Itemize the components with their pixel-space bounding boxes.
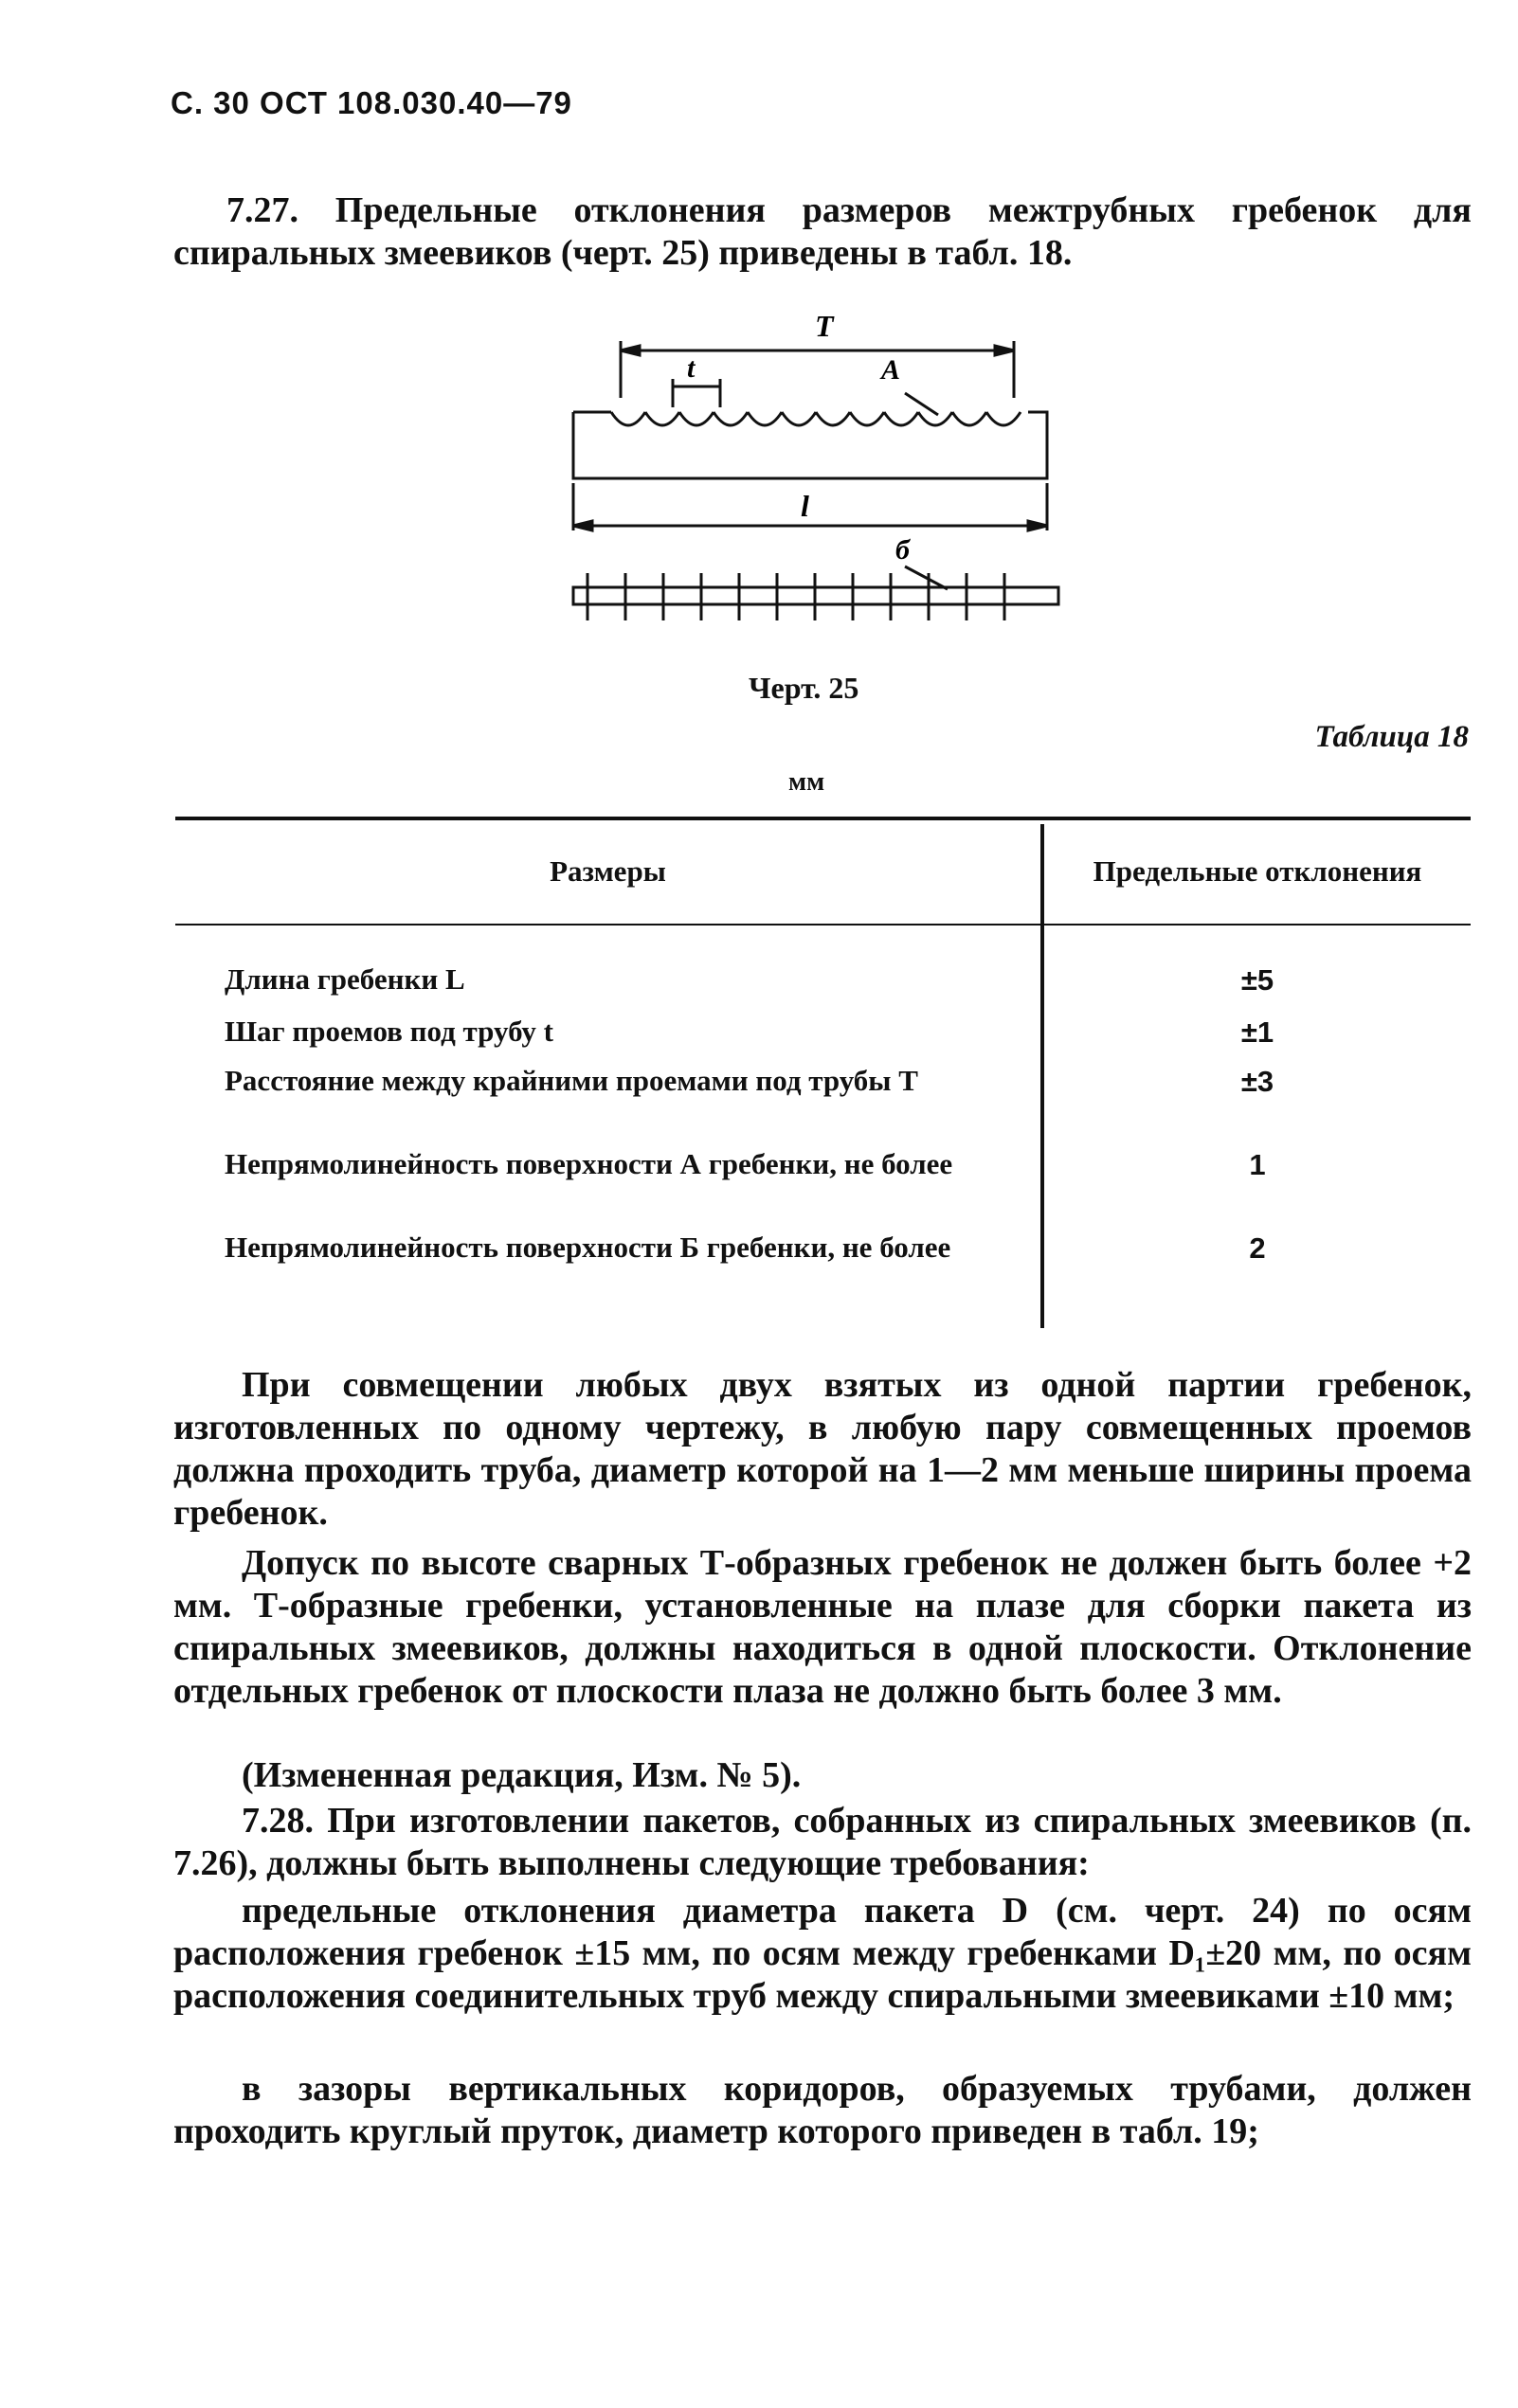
row-value: ±5 (1240, 963, 1274, 997)
row-name: Непрямолинейность поверхности Б гребенки, не более (225, 1231, 951, 1264)
paragraph-7-27: 7.27. Предельные отклонения размеров межтрубных гребенок для спиральных змеевиков (черт. 25) приведены в табл. 18. (173, 190, 1472, 273)
row-value: ±3 (1240, 1065, 1274, 1098)
row-name: Расстояние между крайними проемами под трубы T (225, 1064, 918, 1097)
paragraph-combining: При совмещении любых двух взятых из одной партии гребенок, изготовленных по одному чертежу, в любую пару совмещенных проемов должна проходить труба, диаметр которой на 1—2 мм меньше ширины проема гребенок. (173, 1365, 1472, 1533)
page-header: С. 30 ОСТ 108.030.40—79 (171, 85, 572, 120)
table-unit: мм (788, 767, 825, 797)
paragraph-tolerance: Допуск по высоте сварных Т-образных гребенок не должен быть более +2 мм. Т-образные гребенки, установленные на плазе для сборки пакета из спиральных змеевиков, должны находиться в одной плоскости. Отклонение отдельных гребенок от плоскости плаза не должно быть более 3 мм. (173, 1543, 1472, 1711)
figure-caption: Черт. 25 (749, 671, 859, 705)
paragraph-deviations: предельные отклонения диаметра пакета D (см. черт. 24) по осям расположения гребенок ±15 мм, по осям между гребенками D₁±20 мм, по осям расположения соединительных труб между спиральными змеевиками ±10 мм; (173, 1891, 1472, 2016)
row-value: 1 (1249, 1148, 1266, 1181)
label-t: t (687, 352, 696, 384)
table-header-rule (175, 924, 1471, 925)
label-b: б (895, 534, 910, 566)
row-name: Длина гребенки L (225, 962, 465, 996)
label-T: T (815, 309, 834, 343)
row-value: 2 (1249, 1231, 1266, 1265)
table-top-rule (175, 817, 1471, 820)
table-header-deviations: Предельные отклонения (1093, 854, 1422, 888)
row-value: ±1 (1240, 1015, 1274, 1049)
paragraph-gaps: в зазоры вертикальных коридоров, образуемых трубами, должен проходить круглый пруток, диаметр которого приведен в табл. 19; (173, 2069, 1472, 2151)
comb-drawing (531, 303, 1080, 654)
row-name: Шаг проемов под трубу t (225, 1015, 553, 1048)
label-A: A (881, 354, 901, 386)
table-title: Таблица 18 (1314, 720, 1469, 754)
table-header-dimensions: Размеры (550, 854, 666, 888)
paragraph-7-28: 7.28. При изготовлении пакетов, собранных из спиральных змеевиков (п. 7.26), должны быть выполнены следующие требования: (173, 1801, 1472, 1883)
label-l: l (801, 489, 809, 523)
paragraph-amendment: (Измененная редакция, Изм. № 5). (242, 1755, 802, 1795)
tolerance-table (175, 817, 1471, 1328)
row-name: Непрямолинейность поверхности А гребенки, не более (225, 1147, 953, 1180)
